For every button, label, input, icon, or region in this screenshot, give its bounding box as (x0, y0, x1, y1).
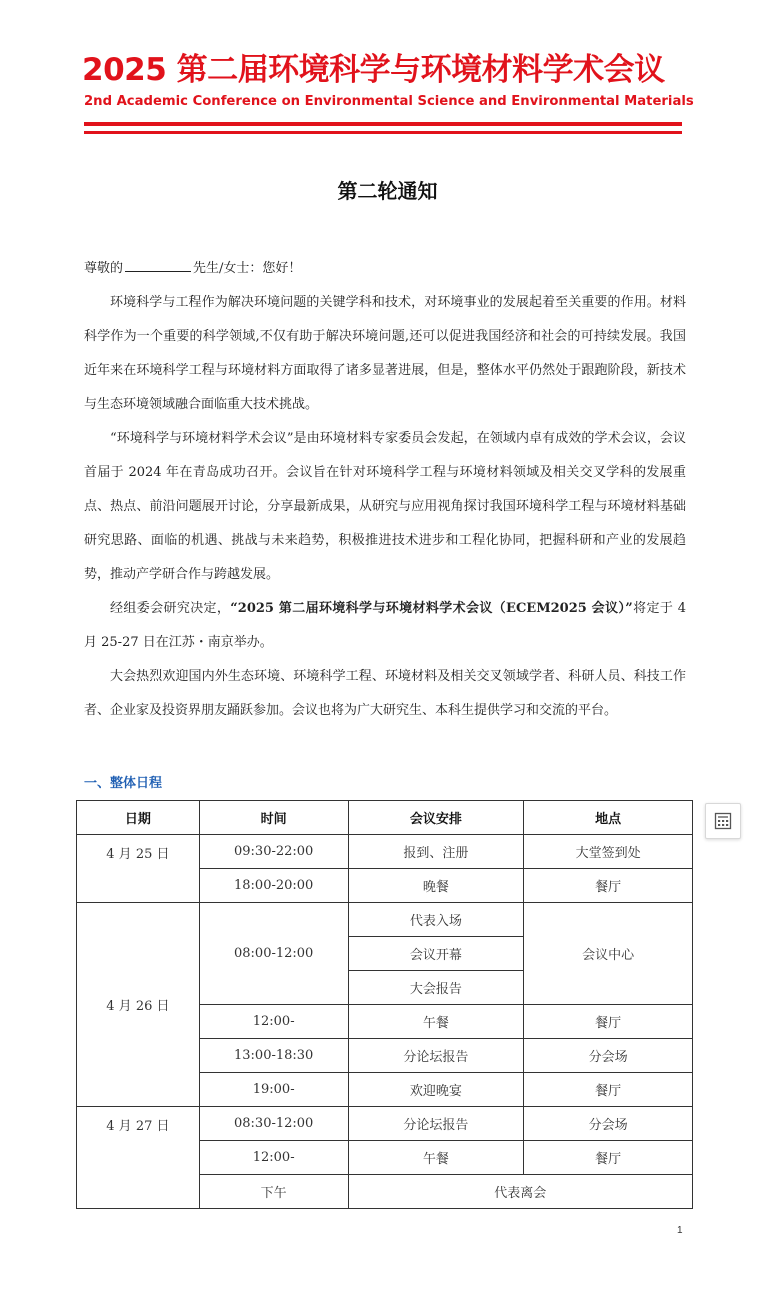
place-cell: 大堂签到处 (524, 835, 693, 869)
date-cell: 4 月 27 日 (77, 1107, 200, 1209)
paragraph-1: 环境科学与工程作为解决环境问题的关键学科和技术，对环境事业的发展起着至关重要的作用。材料科学作为一个重要的科学领域,不仅有助于解决环境问题,还可以促进我国经济和社会的可持续发展。我国近年来在环境科学工程与环境材料方面取得了诸多显著进展，但是，整体水平仍然处于跟跑阶段，新技术与生态环境领域融合面临重大技术挑战。 (84, 295, 686, 412)
greeting-prefix: 尊敬的 (84, 261, 124, 276)
greeting (84, 252, 686, 286)
paragraph-3-prefix: 经组委会研究决定， (110, 601, 231, 616)
place-cell: 餐厅 (524, 1073, 693, 1107)
table-header-row (77, 801, 693, 835)
paragraph-3 (84, 592, 686, 660)
place-cell: 分会场 (524, 1039, 693, 1073)
col-header-event: 会议安排 (348, 801, 524, 835)
conference-title-en: 2nd Academic Conference on Environmental Science and Environmental Materials (84, 94, 694, 109)
calculator-button[interactable] (705, 803, 741, 839)
col-header-date: 日期 (77, 801, 200, 835)
notice-title: 第二轮通知 (337, 179, 438, 203)
event-cell: 会议开幕 (348, 937, 524, 971)
table-row (77, 1107, 693, 1141)
place-cell: 餐厅 (524, 1141, 693, 1175)
date-cell: 4 月 25 日 (77, 835, 200, 903)
event-cell: 分论坛报告 (348, 1107, 524, 1141)
table-row (77, 903, 693, 937)
event-cell: 午餐 (348, 1141, 524, 1175)
header-rule-thin (84, 131, 682, 134)
table-row (77, 835, 693, 869)
conference-title-cn: 2025 第二届环境科学与环境材料学术会议 (82, 52, 665, 88)
calculator-icon (713, 811, 733, 831)
notice-body (84, 252, 686, 728)
event-cell: 午餐 (348, 1005, 524, 1039)
paragraph-3-suffix: 将定于 4 月 25-27 日在江苏・南京举办。 (84, 601, 686, 650)
place-cell: 餐厅 (524, 1005, 693, 1039)
event-cell: 报到、注册 (348, 835, 524, 869)
paragraph-2: “环境科学与环境材料学术会议”是由环境材料专家委员会发起，在领域内卓有成效的学术会议，会议首届于 2024 年在青岛成功召开。会议旨在针对环境科学工程与环境材料领域及相关交叉学科的发展重点、热点、前沿问题展开讨论，分享最新成果，从研究与应用视角探讨我国环境科学工程与环境材料基础研究思路、面临的机遇、挑战与未来趋势，积极推进技术进步和工程化协同，把握科研和产业的发展趋势，推动产学研合作与跨越发展。 (84, 431, 686, 582)
place-cell: 分会场 (524, 1107, 693, 1141)
time-cell: 08:30-12:00 (199, 1107, 348, 1141)
date-cell: 4 月 26 日 (77, 903, 200, 1107)
event-cell: 欢迎晚宴 (348, 1073, 524, 1107)
event-cell: 代表入场 (348, 903, 524, 937)
conference-full-name: “2025 第二届环境科学与环境材料学术会议（ECEM2025 会议）” (230, 601, 633, 616)
time-cell: 12:00- (199, 1005, 348, 1039)
page-number: 1 (677, 1225, 683, 1236)
schedule-table (76, 800, 693, 1209)
greeting-suffix: 先生/女士：您好！ (193, 261, 302, 276)
place-cell: 餐厅 (524, 869, 693, 903)
event-cell: 晚餐 (348, 869, 524, 903)
event-cell: 大会报告 (348, 971, 524, 1005)
time-cell: 下午 (199, 1175, 348, 1209)
event-cell: 代表离会 (348, 1175, 692, 1209)
event-cell: 分论坛报告 (348, 1039, 524, 1073)
header-rule-thick (84, 122, 682, 126)
time-cell: 18:00-20:00 (199, 869, 348, 903)
schedule-heading: 一、整体日程 (84, 776, 163, 791)
time-cell: 08:00-12:00 (199, 903, 348, 1005)
col-header-place: 地点 (524, 801, 693, 835)
place-cell: 会议中心 (524, 903, 693, 1005)
col-header-time: 时间 (199, 801, 348, 835)
time-cell: 09:30-22:00 (199, 835, 348, 869)
time-cell: 12:00- (199, 1141, 348, 1175)
name-blank (125, 259, 191, 272)
paragraph-4: 大会热烈欢迎国内外生态环境、环境科学工程、环境材料及相关交叉领域学者、科研人员、科技工作者、企业家及投资界朋友踊跃参加。会议也将为广大研究生、本科生提供学习和交流的平台。 (84, 669, 686, 718)
time-cell: 19:00- (199, 1073, 348, 1107)
time-cell: 13:00-18:30 (199, 1039, 348, 1073)
